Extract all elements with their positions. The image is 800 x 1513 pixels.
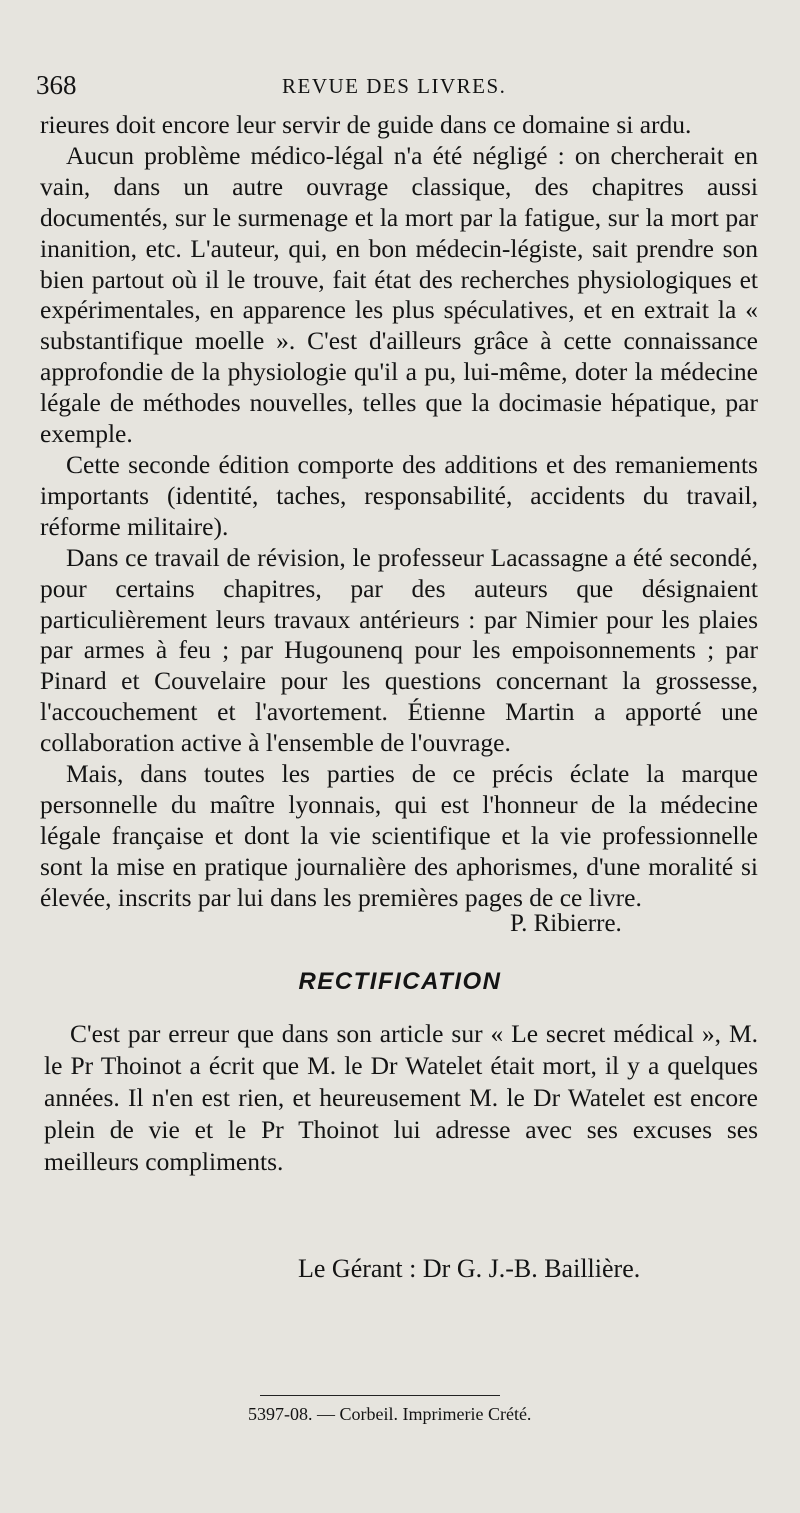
imprint-rule — [260, 1395, 500, 1396]
review-paragraph: Aucun problème médico-légal n'a été négligé : on chercherait en vain, dans un autre ouvrage classique, des chapitres aussi documentés, sur le surmenage et la mort par la fatigue, sur la mort par inanition, etc. L'auteur, qui, en bon médecin-légiste, sait prendre son bien partout où il le trouve, fait état des recherches physiologiques et expérimentales, en apparence les plus spéculatives, et en extrait la « substantifique moelle ». C'est d'ailleurs grâce à cette connaissance approfondie de la physiologie qu'il a pu, lui-même, doter la médecine légale de méthodes nouvelles, telles que la docimasie hépatique, par exemple. — [40, 140, 758, 449]
rectification-title: RECTIFICATION — [298, 968, 502, 995]
review-paragraph: Cette seconde édition comporte des additions et des remaniements importants (identité, taches, responsabilité, accidents du travail, réforme militaire). — [40, 449, 758, 541]
review-paragraph: rieures doit encore leur servir de guide dans ce domaine si ardu. — [40, 110, 692, 139]
rectification-paragraph: C'est par erreur que dans son article sur « Le secret médical », M. le Pr Thoinot a écrit que M. le Dr Watelet était mort, il y a quelques années. Il n'en est rien, et heureusement M. le Dr Watelet est encore plein de vie et le Pr Thoinot lui adresse avec ses excuses ses meilleurs compliments. — [44, 1019, 758, 1176]
running-head — [36, 70, 736, 106]
review-paragraph: Mais, dans toutes les parties de ce précis éclate la marque personnelle du maître lyonnais, qui est l'honneur de la médecine légale française et dont la vie scientifique et la vie professionnelle sont la mise en pratique journalière des aphorismes, d'une moralité si élevée, inscrits par lui dans les premières pages de ce livre. — [40, 759, 758, 912]
rectification-body — [44, 1018, 758, 1178]
review-signature: P. Ribierre. — [510, 910, 622, 937]
gerant-line: Le Gérant : Dr G. J.-B. Baillière. — [298, 1254, 641, 1283]
review-body — [40, 110, 758, 914]
printer-imprint: 5397-08. — Corbeil. Imprimerie Crété. — [248, 1404, 532, 1424]
running-title: REVUE DES LIVRES. — [282, 74, 507, 98]
review-paragraph: Dans ce travail de révision, le professeur Lacassagne a été secondé, pour certains chapitres, par des auteurs que désignaient particulièrement leurs travaux antérieurs : par Nimier pour les plaies par armes à feu ; par Hugounenq pour les empoisonnements ; par Pinard et Couvelaire pour les questions concernant la grossesse, l'accouchement et l'avortement. Étienne Martin a apporté une collaboration active à l'ensemble de l'ouvrage. — [40, 542, 758, 758]
page-number: 368 — [36, 70, 77, 100]
